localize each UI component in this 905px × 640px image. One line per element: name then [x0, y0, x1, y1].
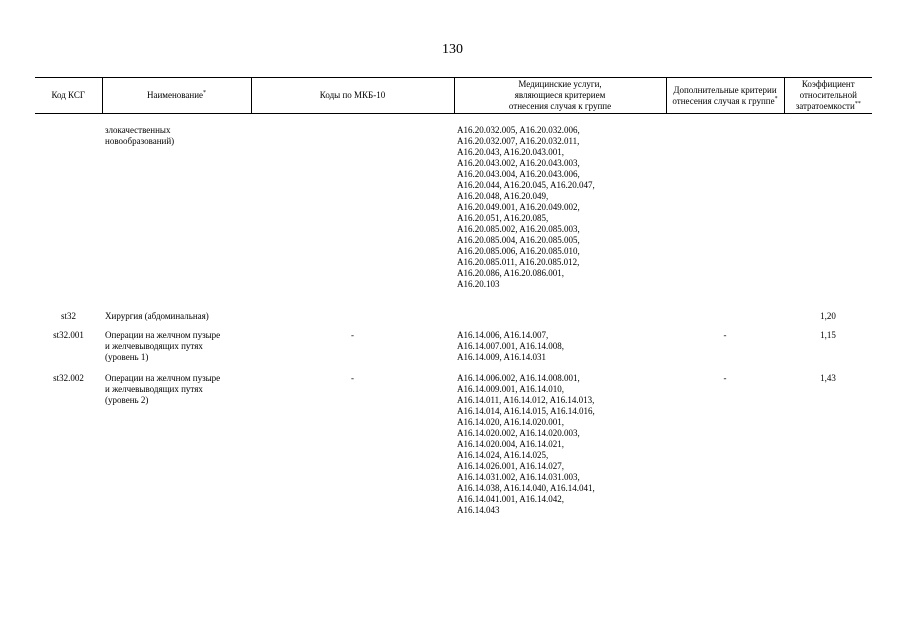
ksg-table	[35, 77, 872, 516]
cell-mkb	[251, 114, 454, 307]
header-name: Наименование*	[102, 78, 251, 114]
cell-code: st32.001	[53, 329, 84, 340]
header-coef-footnote-mark: **	[854, 101, 861, 107]
cell-criteria: -	[723, 372, 727, 383]
cell-coef	[784, 114, 872, 307]
table-row	[35, 307, 872, 326]
cell-name: Операции на желчном пузыре и желчевыводящих путях (уровень 2)	[105, 372, 221, 405]
header-coef: Коэффициент относительной затратоемкости**	[784, 78, 872, 114]
page-number: 130	[442, 42, 463, 57]
table-row	[35, 114, 872, 307]
cell-criteria	[666, 307, 784, 326]
cell-criteria: -	[723, 329, 727, 340]
header-code: Код КСГ	[35, 78, 102, 114]
table-row	[35, 326, 872, 369]
header-mkb: Коды по МКБ-10	[251, 78, 454, 114]
cell-services	[454, 307, 666, 326]
header-services: Медицинские услуги, являющиеся критерием отнесения случая к группе	[454, 78, 666, 114]
cell-coef: 1,43	[820, 372, 836, 383]
cell-code: st32.002	[53, 372, 84, 383]
header-criteria: Дополнительные критерии отнесения случая к группе*	[666, 78, 784, 114]
header-name-footnote-mark: *	[203, 90, 207, 96]
cell-name: Операции на желчном пузыре и желчевыводящих путях (уровень 1)	[105, 329, 221, 362]
cell-mkb: -	[351, 329, 354, 340]
cell-services: A16.14.006, A16.14.007, A16.14.007.001, A16.14.008, A16.14.009, A16.14.031	[457, 329, 565, 362]
cell-coef: 1,20	[820, 310, 836, 321]
cell-code: st32	[60, 310, 76, 321]
header-criteria-footnote-mark: *	[774, 95, 778, 102]
cell-name: злокачественных новообразований)	[105, 125, 175, 146]
cell-criteria	[666, 114, 784, 307]
cell-coef: 1,15	[820, 329, 836, 340]
cell-mkb	[251, 307, 454, 326]
cell-mkb: -	[351, 372, 354, 383]
table-header-row	[35, 78, 872, 114]
cell-name: Хирургия (абдоминальная)	[105, 310, 209, 321]
cell-services: A16.20.032.005, A16.20.032.006, A16.20.032.007, A16.20.032.011, A16.20.043, A16.20.043.001, A16.20.043.002, A16.20.043.003, A16.20.043.004, A16.20.043.006, A16.20.044, A16.20.045, A16.20.047, A16.20.048, A16.20.049, A16.20.049.001, A16.20.049.002, A16.20.051, A16.20.085, A16.20.085.002, A16.20.085.003, A16.20.085.004, A16.20.085.005, A16.20.085.006, A16.20.085.010, A16.20.085.011, A16.20.085.012, A16.20.086, A16.20.086.001, A16.20.103	[457, 125, 595, 289]
cell-code	[35, 114, 102, 307]
table-row	[35, 369, 872, 516]
cell-services: A16.14.006.002, A16.14.008.001, A16.14.009.001, A16.14.010, A16.14.011, A16.14.012, A16.14.013, A16.14.014, A16.14.015, A16.14.016, A16.14.020, A16.14.020.001, A16.14.020.002, A16.14.020.003, A16.14.020.004, A16.14.021, A16.14.024, A16.14.025, A16.14.026.001, A16.14.027, A16.14.031.002, A16.14.031.003, A16.14.038, A16.14.040, A16.14.041, A16.14.041.001, A16.14.042, A16.14.043	[457, 372, 595, 515]
